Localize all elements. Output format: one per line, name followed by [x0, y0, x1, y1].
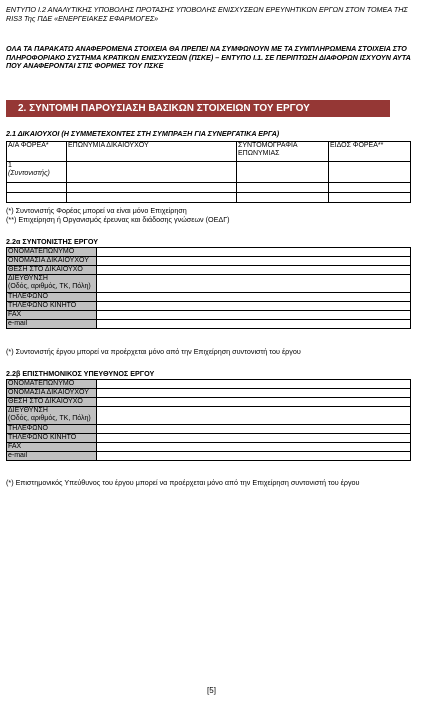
- footnote: (*) Συντονιστής έργου μπορεί να προέρχεται μόνο από την Επιχείρηση συντονιστή του έργου: [6, 347, 301, 356]
- field-value[interactable]: [97, 407, 411, 425]
- table-cell[interactable]: [67, 162, 237, 183]
- field-value[interactable]: [97, 302, 411, 311]
- document-header: ΕΝΤΥΠΟ Ι.2 ΑΝΑΛΥΤΙΚΗΣ ΥΠΟΒΟΛΗΣ ΠΡΟΤΑΣΗΣ ΥΠΟΒΟΛΗΣ ΕΝΙΣΧΥΣΕΩΝ ΕΡΕΥΝΗΤΙΚΩΝ ΕΡΓΩΝ ΣΤΟΝ ΤΟΜΕΑ ΤΗΣ RIS3 Της ΠΔΕ «ΕΝΕΡΓΕΙΑΚΕΣ ΕΦΑΡΜΟΓΕΣ»: [6, 5, 408, 23]
- field-row: [7, 248, 411, 257]
- table-row: [7, 183, 411, 193]
- field-value[interactable]: [97, 425, 411, 434]
- field-row: [7, 407, 411, 425]
- field-row: [7, 443, 411, 452]
- field-value[interactable]: [97, 389, 411, 398]
- field-row: [7, 452, 411, 461]
- table-cell[interactable]: [329, 183, 411, 193]
- field-label: ΟΝΟΜΑΤΕΠΩΝΥΜΟ: [7, 248, 97, 257]
- field-row: [7, 275, 411, 293]
- scientific-lead-title: 2.2β ΕΠΙΣΤΗΜΟΝΙΚΟΣ ΥΠΕΥΘΥΝΟΣ ΕΡΓΟΥ: [6, 369, 155, 378]
- field-value[interactable]: [97, 257, 411, 266]
- field-row: [7, 320, 411, 329]
- field-row: [7, 311, 411, 320]
- field-value[interactable]: [97, 398, 411, 407]
- row-number-cell: [7, 162, 67, 183]
- scientific-lead-table: [6, 379, 411, 461]
- table-header-row: [7, 142, 411, 162]
- field-row: [7, 425, 411, 434]
- table-row: [7, 162, 411, 183]
- table-cell[interactable]: [7, 193, 67, 203]
- table-cell[interactable]: [237, 193, 329, 203]
- important-notice: ΟΛΑ ΤΑ ΠΑΡΑΚΑΤΩ ΑΝΑΦΕΡΟΜΕΝΑ ΣΤΟΙΧΕΙΑ ΘΑ ΠΡΕΠΕΙ ΝΑ ΣΥΜΦΩΝΟΥΝ ΜΕ ΤΑ ΣΥΜΠΛΗΡΩΜΕΝΑ ΣΤΟΙΧΕΙΑ ΣΤΟ ΠΛΗΡΟΦΟΡΙΑΚΟ ΣΥΣΤΗΜΑ ΚΡΑΤΙΚΩΝ ΕΝΙΣΧΥΣΕΩΝ (ΠΣΚΕ) – ΕΝΤΥΠΟ Ι.1. ΣΕ ΠΕΡΙΠΤΩΣΗ ΔΙΑΦΟΡΩΝ ΙΣΧΥΟΥΝ ΑΥΤΑ ΠΟΥ ΑΝΑΦΕΡΟΝΤΑΙ ΣΤΙΣ ΦΟΡΜΕΣ ΤΟΥ ΠΣΚΕ: [6, 44, 411, 71]
- row-role: (Συντονιστής): [8, 170, 50, 177]
- footnote: (*) Συντονιστής Φορέας μπορεί να είναι μόνο Επιχείρηση: [6, 206, 187, 215]
- table-cell[interactable]: [67, 183, 237, 193]
- address-hint: (Οδός, αριθμός, ΤΚ, Πόλη): [8, 415, 91, 422]
- field-value[interactable]: [97, 452, 411, 461]
- field-value[interactable]: [97, 443, 411, 452]
- field-row: [7, 257, 411, 266]
- field-value[interactable]: [97, 266, 411, 275]
- coordinator-table: [6, 247, 411, 329]
- field-row: [7, 389, 411, 398]
- section-banner: 2. ΣΥΝΤΟΜΗ ΠΑΡΟΥΣΙΑΣΗ ΒΑΣΙΚΩΝ ΣΤΟΙΧΕΙΩΝ ΤΟΥ ΕΡΓΟΥ: [6, 100, 390, 117]
- field-label: ΟΝΟΜΑΤΕΠΩΝΥΜΟ: [7, 380, 97, 389]
- field-label: ΟΝΟΜΑΣΙΑ ΔΙΚΑΙΟΥΧΟΥ: [7, 389, 97, 398]
- coordinator-title: 2.2α ΣΥΝΤΟΝΙΣΤΗΣ ΕΡΓΟΥ: [6, 237, 99, 246]
- field-row: [7, 266, 411, 275]
- field-value[interactable]: [97, 434, 411, 443]
- header-cell: Α/Α ΦΟΡΕΑ*: [7, 142, 67, 162]
- field-label: ΤΗΛΕΦΩΝΟ: [7, 425, 97, 434]
- field-label: ΘΕΣΗ ΣΤΟ ΔΙΚΑΙΟΥΧΟ: [7, 266, 97, 275]
- header-cell: ΕΙΔΟΣ ΦΟΡΕΑ**: [329, 142, 411, 162]
- field-value[interactable]: [97, 320, 411, 329]
- address-label: ΔΙΕΥΘΥΝΣΗ: [8, 407, 48, 414]
- table-cell[interactable]: [329, 193, 411, 203]
- field-value[interactable]: [97, 248, 411, 257]
- address-label: ΔΙΕΥΘΥΝΣΗ: [8, 275, 48, 282]
- field-row: [7, 380, 411, 389]
- footnote: (**) Επιχείρηση ή Οργανισμός έρευνας και διάδοσης γνώσεων (ΟΕΔΓ): [6, 215, 230, 224]
- row-number: 1: [8, 162, 12, 169]
- field-label: ΟΝΟΜΑΣΙΑ ΔΙΚΑΙΟΥΧΟΥ: [7, 257, 97, 266]
- field-label: e-mail: [7, 320, 97, 329]
- field-label: [7, 275, 97, 293]
- field-row: [7, 302, 411, 311]
- field-row: [7, 293, 411, 302]
- table-cell[interactable]: [7, 183, 67, 193]
- footnote: (*) Επιστημονικός Υπεύθυνος του έργου μπορεί να προέρχεται μόνο από την Επιχείρηση συντονιστή του έργου: [6, 478, 360, 487]
- field-value[interactable]: [97, 275, 411, 293]
- table-cell[interactable]: [237, 183, 329, 193]
- beneficiaries-table: [6, 141, 411, 203]
- table-cell[interactable]: [67, 193, 237, 203]
- field-label: ΤΗΛΕΦΩΝΟ ΚΙΝΗΤΟ: [7, 434, 97, 443]
- field-label: ΘΕΣΗ ΣΤΟ ΔΙΚΑΙΟΥΧΟ: [7, 398, 97, 407]
- field-value[interactable]: [97, 293, 411, 302]
- field-label: FAX: [7, 443, 97, 452]
- table-cell[interactable]: [237, 162, 329, 183]
- field-value[interactable]: [97, 380, 411, 389]
- beneficiaries-title: 2.1 ΔΙΚΑΙΟΥΧΟΙ (Η ΣΥΜΜΕΤΕΧΟΝΤΕΣ ΣΤΗ ΣΥΜΠΡΑΞΗ ΓΙΑ ΣΥΝΕΡΓΑΤΙΚΑ ΕΡΓΑ): [6, 129, 280, 138]
- address-hint: (Οδός, αριθμός, ΤΚ, Πόλη): [8, 283, 91, 290]
- field-label: ΤΗΛΕΦΩΝΟ ΚΙΝΗΤΟ: [7, 302, 97, 311]
- field-label: FAX: [7, 311, 97, 320]
- field-value[interactable]: [97, 311, 411, 320]
- field-label: ΤΗΛΕΦΩΝΟ: [7, 293, 97, 302]
- field-row: [7, 398, 411, 407]
- field-label: [7, 407, 97, 425]
- header-cell: ΣΥΝΤΟΜΟΓΡΑΦΙΑ ΕΠΩΝΥΜΙΑΣ: [237, 142, 329, 162]
- field-row: [7, 434, 411, 443]
- field-label: e-mail: [7, 452, 97, 461]
- table-row: [7, 193, 411, 203]
- page-number: [5]: [207, 686, 216, 695]
- header-cell: ΕΠΩΝΥΜΙΑ ΔΙΚΑΙΟΥΧΟΥ: [67, 142, 237, 162]
- table-cell[interactable]: [329, 162, 411, 183]
